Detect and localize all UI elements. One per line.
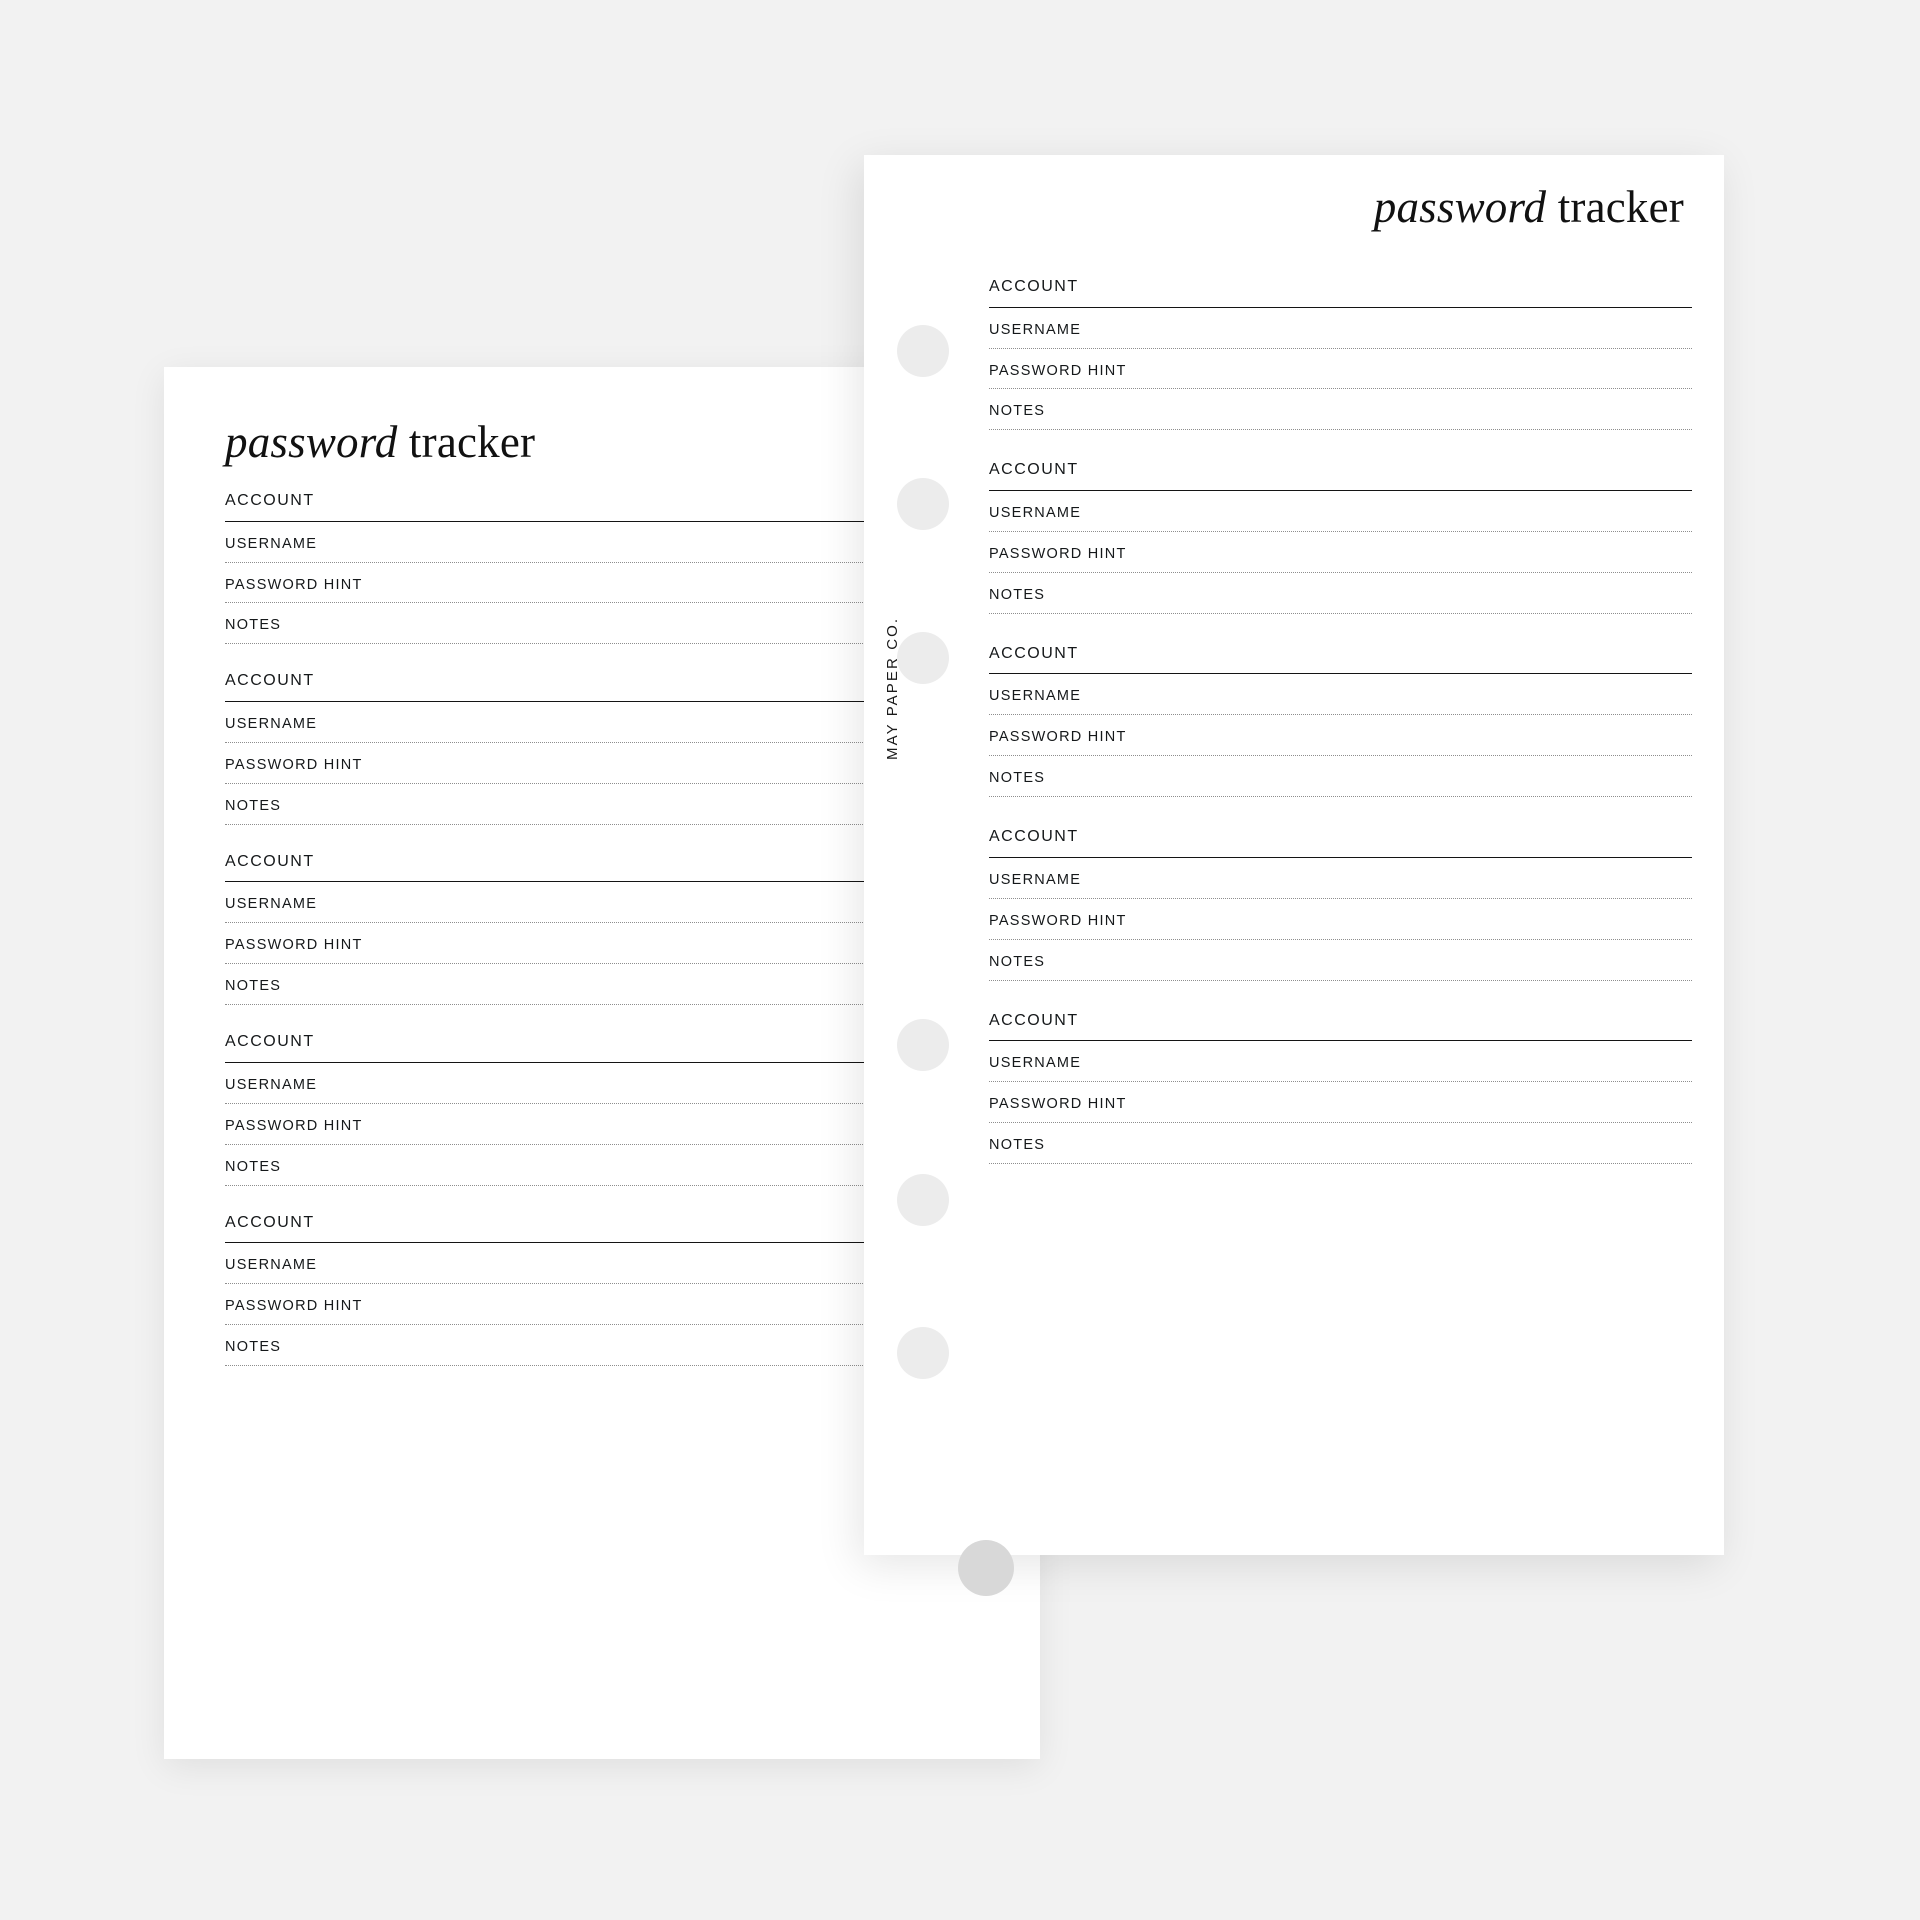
notes-label: NOTES xyxy=(989,1137,1046,1154)
password-hint-field[interactable] xyxy=(989,1097,1692,1123)
password-hint-label: PASSWORD HINT xyxy=(989,545,1127,562)
password-hint-label: PASSWORD HINT xyxy=(989,362,1127,379)
notes-label: NOTES xyxy=(225,617,282,634)
account-field[interactable] xyxy=(989,828,1692,858)
account-label: ACCOUNT xyxy=(989,1011,1079,1029)
password-hint-field[interactable] xyxy=(225,1119,925,1145)
password-tracker-page-front xyxy=(864,155,1724,1555)
account-field[interactable] xyxy=(225,853,925,883)
password-hint-field[interactable] xyxy=(225,938,925,964)
notes-label: NOTES xyxy=(225,1339,282,1356)
password-entry xyxy=(989,828,1692,980)
username-label: USERNAME xyxy=(989,688,1082,705)
username-field[interactable] xyxy=(989,506,1692,532)
password-hint-label: PASSWORD HINT xyxy=(989,729,1127,746)
notes-label: NOTES xyxy=(225,797,282,814)
password-hint-label: PASSWORD HINT xyxy=(225,756,363,773)
password-hint-field[interactable] xyxy=(989,547,1692,573)
username-label: USERNAME xyxy=(225,896,318,913)
binder-disc xyxy=(958,1540,1014,1596)
password-entry xyxy=(989,461,1692,613)
account-label: ACCOUNT xyxy=(225,1213,315,1231)
account-label: ACCOUNT xyxy=(225,492,315,509)
binder-disc xyxy=(897,1327,949,1379)
account-field[interactable] xyxy=(989,461,1692,491)
username-label: USERNAME xyxy=(225,1076,318,1093)
notes-label: NOTES xyxy=(989,586,1046,603)
password-hint-field[interactable] xyxy=(225,1299,925,1325)
password-hint-field[interactable] xyxy=(989,730,1692,756)
notes-label: NOTES xyxy=(989,953,1046,970)
username-field[interactable] xyxy=(989,323,1692,349)
account-field[interactable] xyxy=(225,492,925,522)
password-hint-label: PASSWORD HINT xyxy=(225,1117,363,1134)
binder-disc xyxy=(897,632,949,684)
notes-field[interactable] xyxy=(989,955,1692,981)
password-hint-label: PASSWORD HINT xyxy=(989,912,1127,929)
password-entry xyxy=(989,1012,1692,1164)
account-label: ACCOUNT xyxy=(225,672,315,690)
username-label: USERNAME xyxy=(989,871,1082,888)
username-field[interactable] xyxy=(225,1078,925,1104)
username-field[interactable] xyxy=(225,537,925,563)
username-label: USERNAME xyxy=(989,321,1082,338)
binder-disc xyxy=(897,1174,949,1226)
username-field[interactable] xyxy=(225,897,925,923)
binder-disc xyxy=(897,478,949,530)
page-title-italic: password xyxy=(225,417,398,467)
page-title-roman: tracker xyxy=(397,417,536,467)
username-label: USERNAME xyxy=(225,1257,318,1274)
binder-disc xyxy=(897,1019,949,1071)
account-label: ACCOUNT xyxy=(989,461,1079,479)
password-hint-field[interactable] xyxy=(989,914,1692,940)
notes-field[interactable] xyxy=(225,618,925,644)
account-field[interactable] xyxy=(225,672,925,702)
account-label: ACCOUNT xyxy=(989,278,1079,295)
username-label: USERNAME xyxy=(989,1055,1082,1072)
binder-disc xyxy=(897,325,949,377)
password-hint-field[interactable] xyxy=(225,758,925,784)
account-label: ACCOUNT xyxy=(989,828,1079,846)
notes-field[interactable] xyxy=(225,799,925,825)
username-label: USERNAME xyxy=(989,505,1082,521)
password-hint-label: PASSWORD HINT xyxy=(225,937,363,954)
page-title-italic: password xyxy=(1373,182,1547,232)
brand-label: MAY PAPER CO. xyxy=(884,616,901,760)
notes-label: NOTES xyxy=(989,403,1046,420)
page-title xyxy=(1373,182,1684,232)
password-hint-field[interactable] xyxy=(989,364,1692,390)
password-entry xyxy=(989,278,1692,430)
notes-label: NOTES xyxy=(989,770,1046,787)
username-field[interactable] xyxy=(989,1056,1692,1082)
notes-field[interactable] xyxy=(225,979,925,1005)
password-hint-label: PASSWORD HINT xyxy=(225,576,363,593)
password-hint-label: PASSWORD HINT xyxy=(989,1096,1127,1113)
username-label: USERNAME xyxy=(225,535,318,552)
account-field[interactable] xyxy=(225,1214,925,1244)
password-entry xyxy=(989,645,1692,797)
username-field[interactable] xyxy=(225,1258,925,1284)
account-label: ACCOUNT xyxy=(225,1033,315,1051)
notes-field[interactable] xyxy=(989,588,1692,614)
password-hint-label: PASSWORD HINT xyxy=(225,1298,363,1315)
notes-field[interactable] xyxy=(225,1160,925,1186)
account-field[interactable] xyxy=(989,645,1692,675)
account-field[interactable] xyxy=(989,278,1692,308)
notes-label: NOTES xyxy=(225,978,282,995)
username-field[interactable] xyxy=(989,689,1692,715)
username-label: USERNAME xyxy=(225,716,318,732)
page-title-roman: tracker xyxy=(1546,182,1684,232)
notes-field[interactable] xyxy=(989,404,1692,430)
page-title xyxy=(225,417,536,467)
notes-field[interactable] xyxy=(989,771,1692,797)
notes-field[interactable] xyxy=(989,1138,1692,1164)
entry-list-front xyxy=(989,278,1692,1195)
account-field[interactable] xyxy=(989,1012,1692,1042)
username-field[interactable] xyxy=(989,873,1692,899)
username-field[interactable] xyxy=(225,717,925,743)
notes-label: NOTES xyxy=(225,1158,282,1175)
account-label: ACCOUNT xyxy=(989,644,1079,662)
account-label: ACCOUNT xyxy=(225,852,315,870)
password-hint-field[interactable] xyxy=(225,578,925,604)
notes-field[interactable] xyxy=(225,1340,925,1366)
account-field[interactable] xyxy=(225,1033,925,1063)
